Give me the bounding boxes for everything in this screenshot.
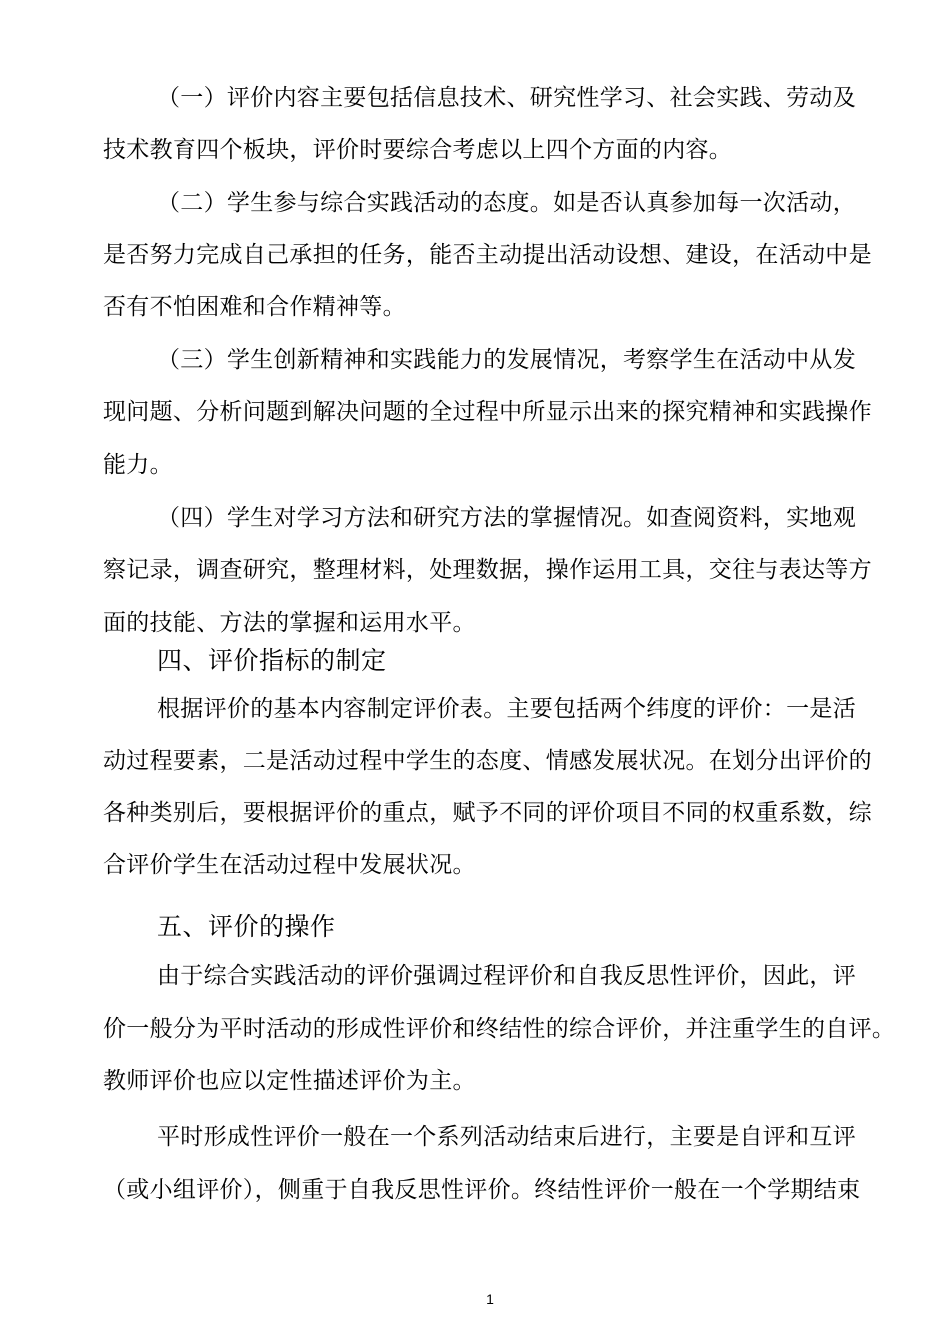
paragraph-2-line-3: 否有不怕困难和合作精神等。 — [103, 294, 406, 320]
section-4-line-3: 各种类别后，要根据评价的重点，赋予不同的评价项目不同的权重系数，综 — [103, 800, 872, 826]
section-4-line-2: 动过程要素，二是活动过程中学生的态度、情感发展状况。在划分出评价的 — [103, 748, 872, 774]
paragraph-3-line-1: （三）学生创新精神和实践能力的发展情况，考察学生在活动中从发 — [157, 347, 856, 373]
paragraph-3-line-2: 现问题、分析问题到解决问题的全过程中所显示出来的探究精神和实践操作 — [103, 399, 872, 425]
paragraph-1-line-1: （一）评价内容主要包括信息技术、研究性学习、社会实践、劳动及 — [157, 85, 856, 111]
paragraph-2-line-1: （二）学生参与综合实践活动的态度。如是否认真参加每一次活动， — [157, 190, 856, 216]
paragraph-3-line-3: 能力。 — [103, 452, 173, 478]
section-4-line-1: 根据评价的基本内容制定评价表。主要包括两个纬度的评价：一是活 — [157, 696, 856, 722]
section-5-paragraph-1-line-2: 价一般分为平时活动的形成性评价和终结性的综合评价，并注重学生的自评。 — [103, 1016, 896, 1042]
paragraph-4-line-2: 察记录，调查研究，整理材料，处理数据，操作运用工具，交往与表达等方 — [103, 557, 872, 583]
page-number: 1 — [486, 1291, 494, 1307]
section-5-paragraph-1-line-1: 由于综合实践活动的评价强调过程评价和自我反思性评价，因此，评 — [157, 963, 856, 989]
section-5-paragraph-2-line-2: （或小组评价），侧重于自我反思性评价。终结性评价一般在一个学期结束 — [103, 1177, 861, 1203]
paragraph-1-line-2: 技术教育四个板块，评价时要综合考虑以上四个方面的内容。 — [103, 137, 733, 163]
section-4-line-4: 合评价学生在活动过程中发展状况。 — [103, 852, 476, 878]
paragraph-2-line-2: 是否努力完成自己承担的任务，能否主动提出活动设想、建设，在活动中是 — [103, 242, 872, 268]
section-5-paragraph-1-line-3: 教师评价也应以定性描述评价为主。 — [103, 1068, 476, 1094]
section-4-heading: 四、评价指标的制定 — [157, 646, 387, 675]
section-5-heading: 五、评价的操作 — [157, 912, 336, 941]
paragraph-4-line-3: 面的技能、方法的掌握和运用水平。 — [103, 610, 476, 636]
section-5-paragraph-2-line-1: 平时形成性评价一般在一个系列活动结束后进行，主要是自评和互评 — [157, 1124, 856, 1150]
paragraph-4-line-1: （四）学生对学习方法和研究方法的掌握情况。如查阅资料，实地观 — [157, 505, 856, 531]
